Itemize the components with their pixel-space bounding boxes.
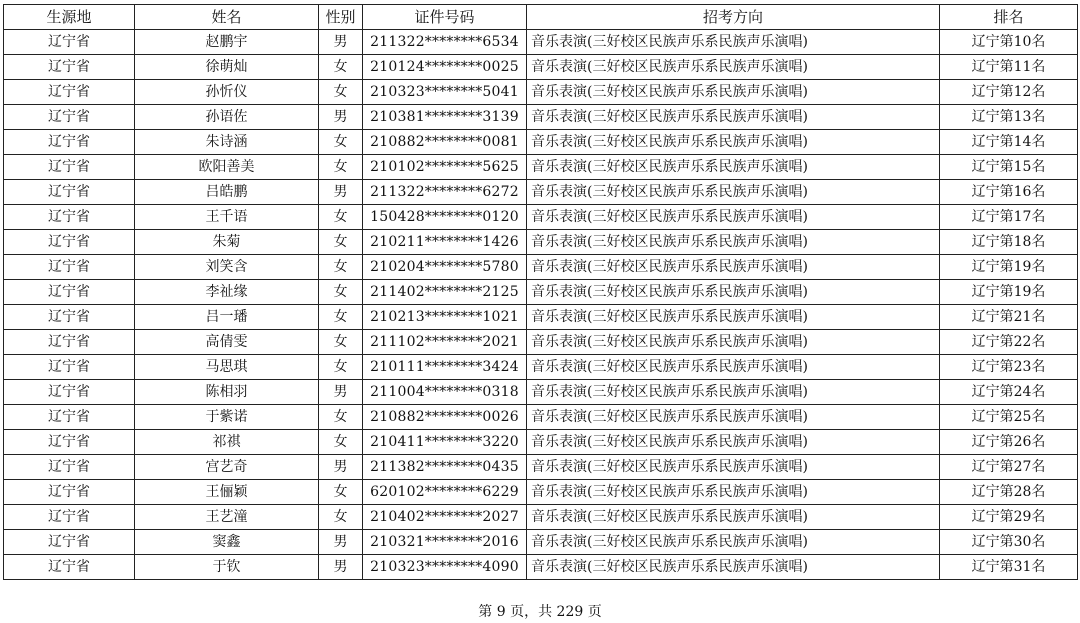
cell-rank: 辽宁第15名	[940, 155, 1078, 180]
cell-gender: 女	[319, 480, 363, 505]
cell-rank: 辽宁第12名	[940, 80, 1078, 105]
table-header-row	[4, 5, 1078, 30]
cell-rank: 辽宁第14名	[940, 130, 1078, 155]
table-row	[4, 105, 1078, 130]
cell-origin: 辽宁省	[4, 230, 135, 255]
header-name: 姓名	[135, 5, 319, 30]
cell-name: 吕皓鹏	[135, 180, 319, 205]
table-row	[4, 405, 1078, 430]
table-row	[4, 330, 1078, 355]
table-row	[4, 530, 1078, 555]
cell-gender: 男	[319, 180, 363, 205]
cell-rank: 辽宁第21名	[940, 305, 1078, 330]
cell-origin: 辽宁省	[4, 280, 135, 305]
cell-name: 王千语	[135, 205, 319, 230]
cell-origin: 辽宁省	[4, 505, 135, 530]
cell-direction: 音乐表演(三好校区民族声乐系民族声乐演唱)	[527, 380, 940, 405]
cell-id-number: 210102********5625	[363, 155, 527, 180]
cell-rank: 辽宁第18名	[940, 230, 1078, 255]
cell-id-number: 210411********3220	[363, 430, 527, 455]
cell-direction: 音乐表演(三好校区民族声乐系民族声乐演唱)	[527, 230, 940, 255]
cell-rank: 辽宁第17名	[940, 205, 1078, 230]
cell-name: 陈相羽	[135, 380, 319, 405]
cell-gender: 男	[319, 555, 363, 580]
cell-name: 于紫诺	[135, 405, 319, 430]
cell-origin: 辽宁省	[4, 55, 135, 80]
cell-origin: 辽宁省	[4, 305, 135, 330]
table-row	[4, 455, 1078, 480]
cell-origin: 辽宁省	[4, 405, 135, 430]
cell-direction: 音乐表演(三好校区民族声乐系民族声乐演唱)	[527, 355, 940, 380]
cell-gender: 女	[319, 255, 363, 280]
cell-direction: 音乐表演(三好校区民族声乐系民族声乐演唱)	[527, 205, 940, 230]
header-direction: 招考方向	[527, 5, 940, 30]
cell-gender: 女	[319, 230, 363, 255]
cell-direction: 音乐表演(三好校区民族声乐系民族声乐演唱)	[527, 130, 940, 155]
cell-origin: 辽宁省	[4, 380, 135, 405]
cell-origin: 辽宁省	[4, 355, 135, 380]
cell-direction: 音乐表演(三好校区民族声乐系民族声乐演唱)	[527, 530, 940, 555]
cell-id-number: 210882********0081	[363, 130, 527, 155]
cell-name: 徐萌灿	[135, 55, 319, 80]
header-gender: 性别	[319, 5, 363, 30]
cell-name: 刘笑含	[135, 255, 319, 280]
cell-id-number: 210402********2027	[363, 505, 527, 530]
cell-id-number: 210323********5041	[363, 80, 527, 105]
cell-id-number: 210323********4090	[363, 555, 527, 580]
cell-rank: 辽宁第29名	[940, 505, 1078, 530]
cell-name: 孙忻仪	[135, 80, 319, 105]
cell-direction: 音乐表演(三好校区民族声乐系民族声乐演唱)	[527, 555, 940, 580]
cell-gender: 男	[319, 530, 363, 555]
cell-id-number: 620102********6229	[363, 480, 527, 505]
cell-origin: 辽宁省	[4, 480, 135, 505]
cell-origin: 辽宁省	[4, 80, 135, 105]
cell-id-number: 211382********0435	[363, 455, 527, 480]
cell-origin: 辽宁省	[4, 105, 135, 130]
cell-gender: 女	[319, 55, 363, 80]
cell-id-number: 211322********6272	[363, 180, 527, 205]
table-row	[4, 430, 1078, 455]
cell-origin: 辽宁省	[4, 530, 135, 555]
cell-rank: 辽宁第30名	[940, 530, 1078, 555]
cell-name: 祁祺	[135, 430, 319, 455]
table-row	[4, 30, 1078, 55]
cell-name: 王艺潼	[135, 505, 319, 530]
table-row	[4, 255, 1078, 280]
cell-rank: 辽宁第31名	[940, 555, 1078, 580]
cell-gender: 女	[319, 80, 363, 105]
cell-id-number: 210321********2016	[363, 530, 527, 555]
cell-direction: 音乐表演(三好校区民族声乐系民族声乐演唱)	[527, 180, 940, 205]
cell-name: 李祉缘	[135, 280, 319, 305]
cell-id-number: 211004********0318	[363, 380, 527, 405]
cell-rank: 辽宁第27名	[940, 455, 1078, 480]
cell-rank: 辽宁第24名	[940, 380, 1078, 405]
header-rank: 排名	[940, 5, 1078, 30]
header-id-number: 证件号码	[363, 5, 527, 30]
cell-gender: 女	[319, 405, 363, 430]
table-row	[4, 55, 1078, 80]
header-origin: 生源地	[4, 5, 135, 30]
cell-origin: 辽宁省	[4, 555, 135, 580]
cell-rank: 辽宁第16名	[940, 180, 1078, 205]
cell-direction: 音乐表演(三好校区民族声乐系民族声乐演唱)	[527, 105, 940, 130]
cell-gender: 男	[319, 105, 363, 130]
cell-origin: 辽宁省	[4, 205, 135, 230]
cell-origin: 辽宁省	[4, 330, 135, 355]
cell-gender: 男	[319, 30, 363, 55]
cell-name: 马思琪	[135, 355, 319, 380]
cell-gender: 女	[319, 130, 363, 155]
cell-direction: 音乐表演(三好校区民族声乐系民族声乐演唱)	[527, 255, 940, 280]
cell-gender: 女	[319, 205, 363, 230]
table-row	[4, 280, 1078, 305]
cell-rank: 辽宁第28名	[940, 480, 1078, 505]
cell-direction: 音乐表演(三好校区民族声乐系民族声乐演唱)	[527, 155, 940, 180]
cell-name: 王俪颖	[135, 480, 319, 505]
cell-rank: 辽宁第26名	[940, 430, 1078, 455]
cell-gender: 女	[319, 155, 363, 180]
admission-list-sheet	[3, 4, 1077, 580]
table-row	[4, 505, 1078, 530]
table-row	[4, 305, 1078, 330]
cell-id-number: 210124********0025	[363, 55, 527, 80]
cell-direction: 音乐表演(三好校区民族声乐系民族声乐演唱)	[527, 30, 940, 55]
cell-gender: 女	[319, 430, 363, 455]
cell-name: 宫艺奇	[135, 455, 319, 480]
cell-origin: 辽宁省	[4, 255, 135, 280]
cell-direction: 音乐表演(三好校区民族声乐系民族声乐演唱)	[527, 280, 940, 305]
table-row	[4, 380, 1078, 405]
table-row	[4, 180, 1078, 205]
cell-gender: 女	[319, 505, 363, 530]
cell-name: 吕一璠	[135, 305, 319, 330]
cell-direction: 音乐表演(三好校区民族声乐系民族声乐演唱)	[527, 405, 940, 430]
cell-gender: 男	[319, 380, 363, 405]
table-body	[4, 30, 1078, 580]
cell-gender: 女	[319, 305, 363, 330]
table-row	[4, 80, 1078, 105]
cell-direction: 音乐表演(三好校区民族声乐系民族声乐演唱)	[527, 455, 940, 480]
cell-id-number: 210111********3424	[363, 355, 527, 380]
table-row	[4, 230, 1078, 255]
table-row	[4, 155, 1078, 180]
cell-id-number: 210213********1021	[363, 305, 527, 330]
cell-rank: 辽宁第10名	[940, 30, 1078, 55]
cell-rank: 辽宁第25名	[940, 405, 1078, 430]
cell-origin: 辽宁省	[4, 155, 135, 180]
cell-direction: 音乐表演(三好校区民族声乐系民族声乐演唱)	[527, 505, 940, 530]
cell-rank: 辽宁第13名	[940, 105, 1078, 130]
cell-gender: 女	[319, 355, 363, 380]
cell-id-number: 210882********0026	[363, 405, 527, 430]
cell-direction: 音乐表演(三好校区民族声乐系民族声乐演唱)	[527, 480, 940, 505]
cell-direction: 音乐表演(三好校区民族声乐系民族声乐演唱)	[527, 305, 940, 330]
cell-name: 窦鑫	[135, 530, 319, 555]
cell-name: 于钦	[135, 555, 319, 580]
cell-rank: 辽宁第19名	[940, 255, 1078, 280]
cell-id-number: 210211********1426	[363, 230, 527, 255]
page-footer: 第 9 页，共 229 页	[478, 604, 602, 620]
cell-name: 高倩雯	[135, 330, 319, 355]
cell-origin: 辽宁省	[4, 130, 135, 155]
cell-direction: 音乐表演(三好校区民族声乐系民族声乐演唱)	[527, 330, 940, 355]
cell-rank: 辽宁第19名	[940, 280, 1078, 305]
cell-id-number: 211322********6534	[363, 30, 527, 55]
cell-origin: 辽宁省	[4, 430, 135, 455]
cell-rank: 辽宁第11名	[940, 55, 1078, 80]
cell-gender: 男	[319, 455, 363, 480]
cell-id-number: 211402********2125	[363, 280, 527, 305]
cell-name: 朱菊	[135, 230, 319, 255]
cell-name: 孙语佐	[135, 105, 319, 130]
admission-table	[3, 4, 1078, 580]
table-row	[4, 130, 1078, 155]
cell-id-number: 211102********2021	[363, 330, 527, 355]
table-row	[4, 355, 1078, 380]
cell-origin: 辽宁省	[4, 30, 135, 55]
cell-origin: 辽宁省	[4, 455, 135, 480]
cell-rank: 辽宁第22名	[940, 330, 1078, 355]
cell-id-number: 150428********0120	[363, 205, 527, 230]
cell-direction: 音乐表演(三好校区民族声乐系民族声乐演唱)	[527, 80, 940, 105]
table-row	[4, 555, 1078, 580]
cell-rank: 辽宁第23名	[940, 355, 1078, 380]
cell-name: 赵鹏宇	[135, 30, 319, 55]
cell-gender: 女	[319, 280, 363, 305]
table-row	[4, 205, 1078, 230]
cell-gender: 女	[319, 330, 363, 355]
cell-id-number: 210381********3139	[363, 105, 527, 130]
cell-direction: 音乐表演(三好校区民族声乐系民族声乐演唱)	[527, 55, 940, 80]
cell-direction: 音乐表演(三好校区民族声乐系民族声乐演唱)	[527, 430, 940, 455]
cell-name: 朱诗涵	[135, 130, 319, 155]
table-row	[4, 480, 1078, 505]
cell-name: 欧阳善美	[135, 155, 319, 180]
cell-id-number: 210204********5780	[363, 255, 527, 280]
cell-origin: 辽宁省	[4, 180, 135, 205]
